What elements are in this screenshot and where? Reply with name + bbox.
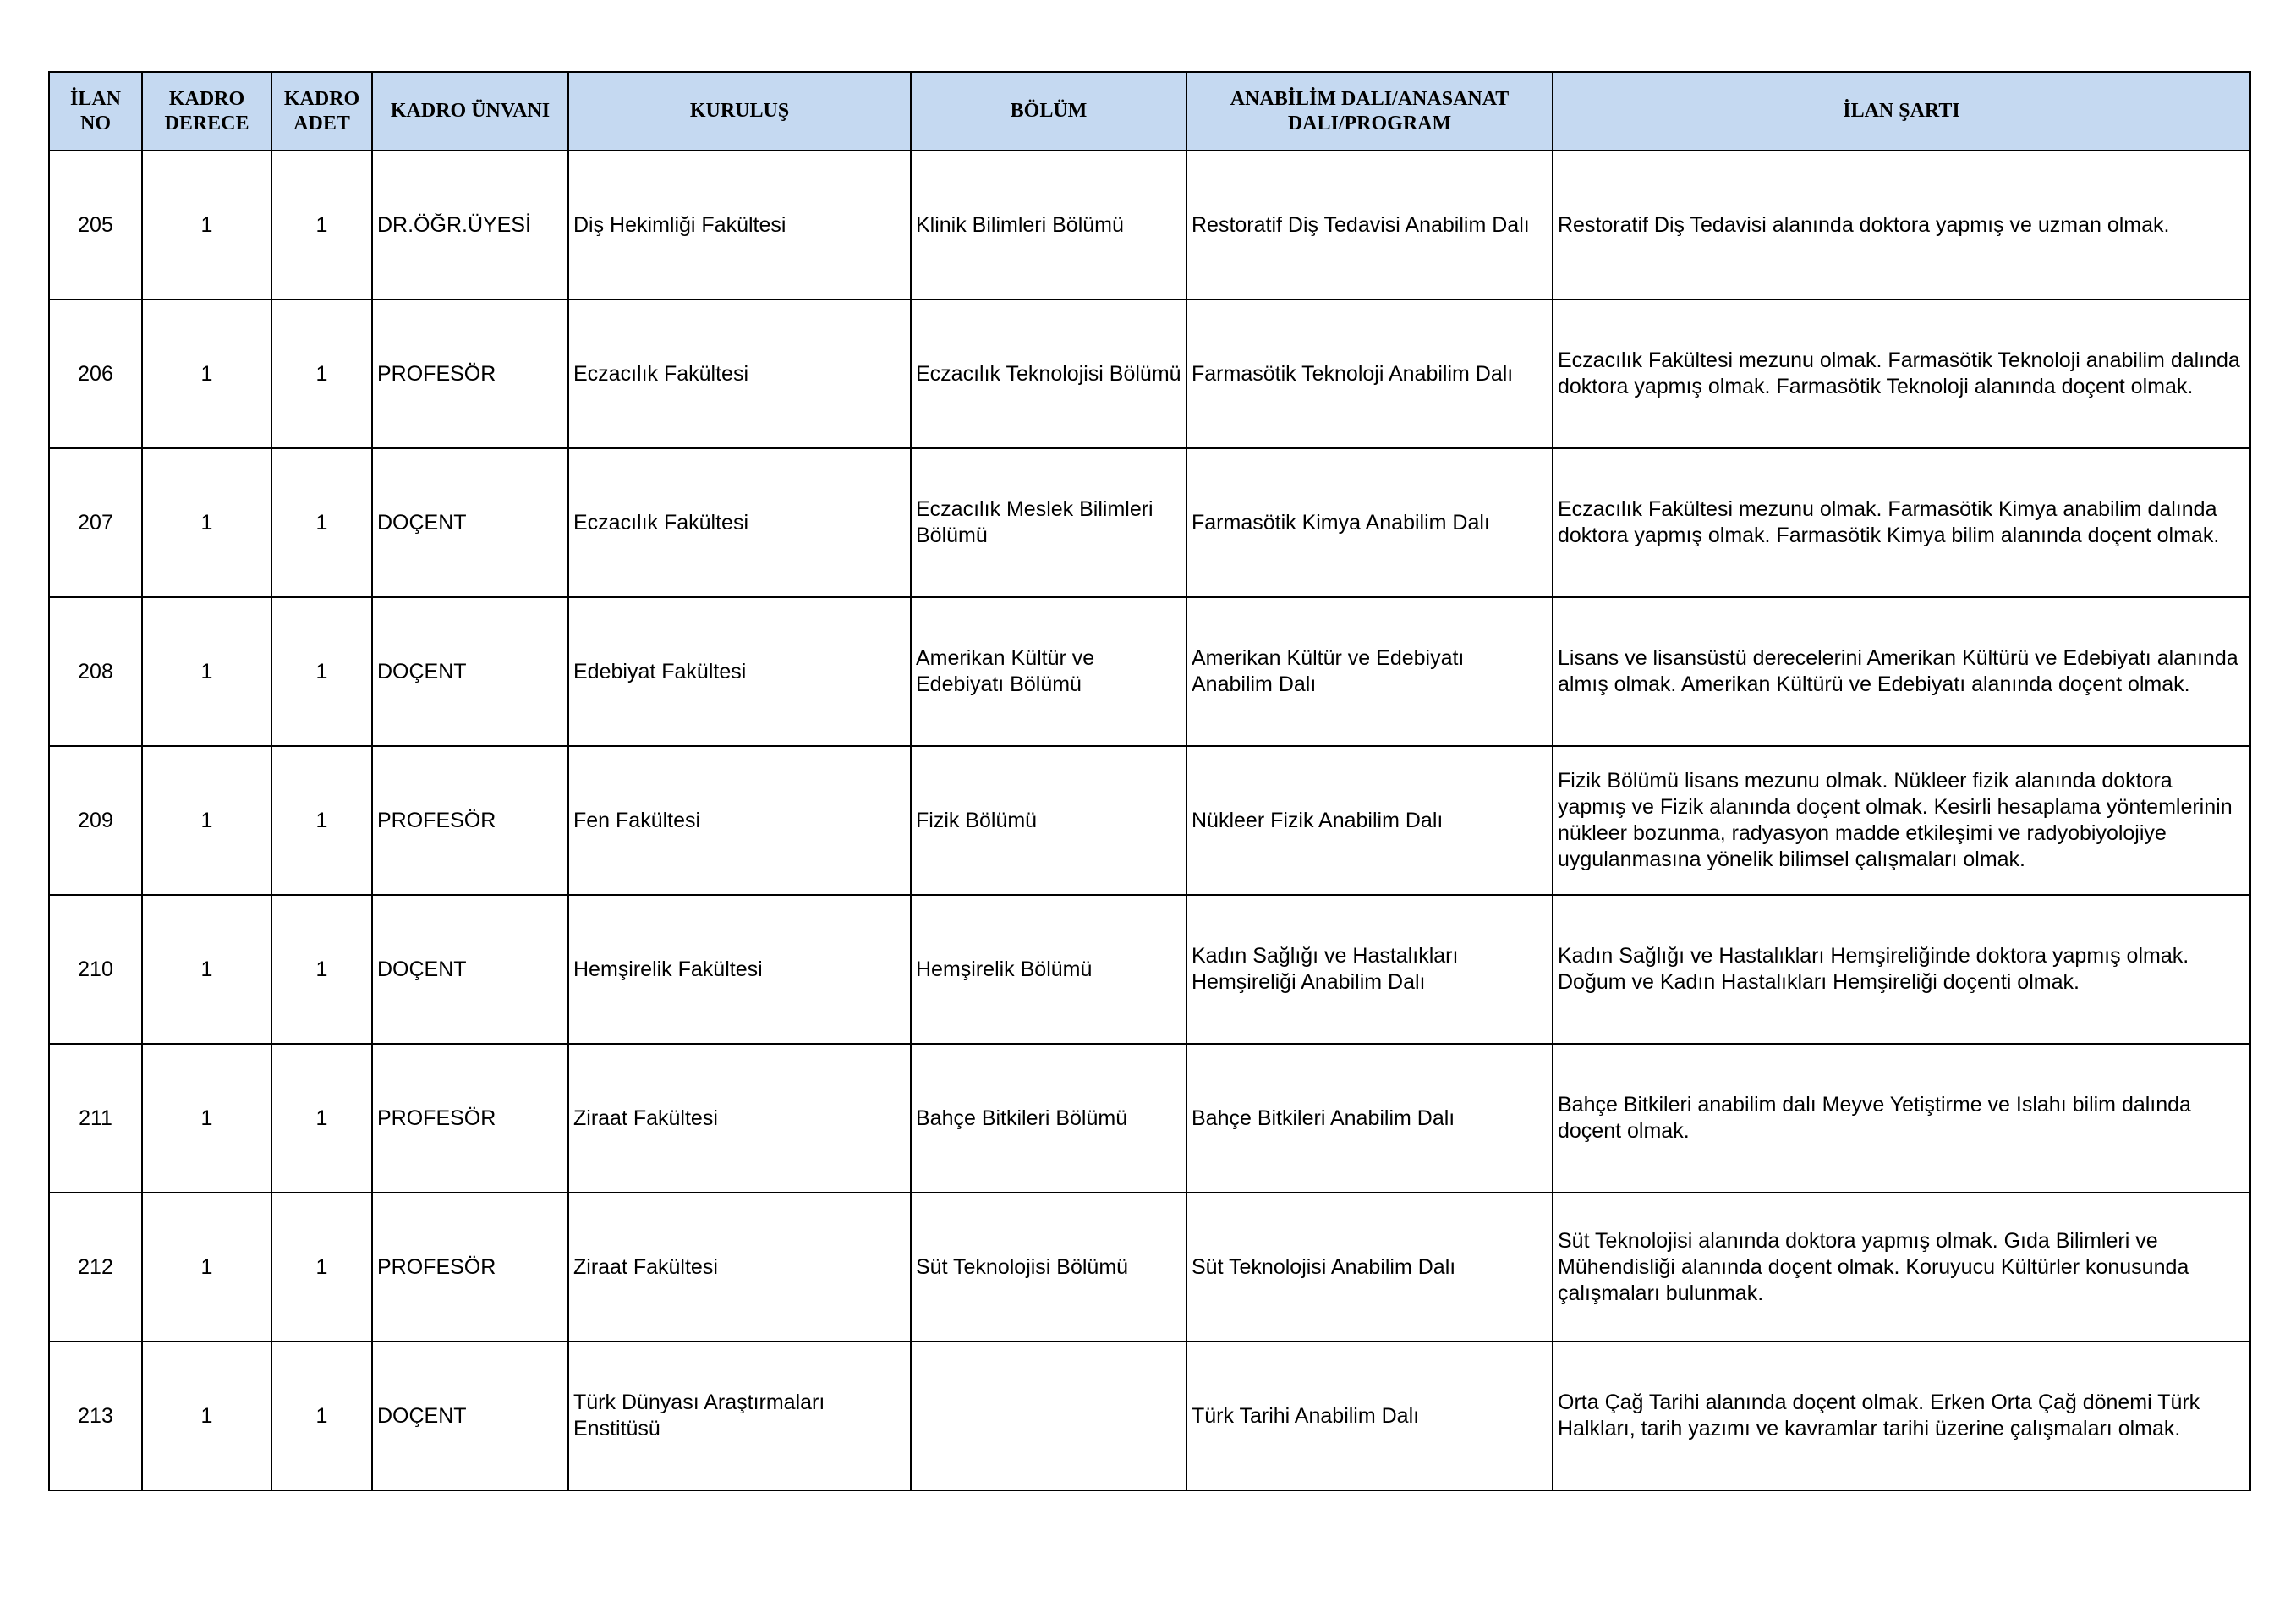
cell-unvan: DOÇENT	[372, 1341, 568, 1490]
cell-sart: Kadın Sağlığı ve Hastalıkları Hemşireliğinde doktora yapmış olmak. Doğum ve Kadın Hastalıkları Hemşireliği doçenti olmak.	[1553, 895, 2250, 1044]
cell-sart: Eczacılık Fakültesi mezunu olmak. Farmasötik Teknoloji anabilim dalında doktora yapmış olmak. Farmasötik Teknoloji alanında doçent olmak.	[1553, 299, 2250, 448]
cell-bolum: Amerikan Kültür ve Edebiyatı Bölümü	[911, 597, 1186, 746]
cell-adet: 1	[271, 746, 372, 895]
cell-derece: 1	[142, 1044, 271, 1193]
cell-kurulus: Ziraat Fakültesi	[568, 1044, 911, 1193]
cell-kurulus: Edebiyat Fakültesi	[568, 597, 911, 746]
cell-unvan: PROFESÖR	[372, 1193, 568, 1341]
cell-derece: 1	[142, 1193, 271, 1341]
cell-sart: Restoratif Diş Tedavisi alanında doktora yapmış ve uzman olmak.	[1553, 151, 2250, 299]
table-row	[49, 1044, 2250, 1193]
table-header	[49, 72, 2250, 151]
cell-adet: 1	[271, 1044, 372, 1193]
cell-sart: Lisans ve lisansüstü derecelerini Amerikan Kültürü ve Edebiyatı alanında almış olmak. Amerikan Kültürü ve Edebiyatı alanında doçent olmak.	[1553, 597, 2250, 746]
cell-sart: Orta Çağ Tarihi alanında doçent olmak. Erken Orta Çağ dönemi Türk Halkları, tarih yazımı ve kavramlar tarihi üzerine çalışmaları olmak.	[1553, 1341, 2250, 1490]
header-kadro-derece: KADRO DERECE	[142, 72, 271, 151]
cell-ilan-no: 212	[49, 1193, 142, 1341]
cell-kurulus: Hemşirelik Fakültesi	[568, 895, 911, 1044]
cell-derece: 1	[142, 151, 271, 299]
cell-adet: 1	[271, 299, 372, 448]
cell-anabilim: Farmasötik Teknoloji Anabilim Dalı	[1186, 299, 1553, 448]
cell-derece: 1	[142, 1341, 271, 1490]
cell-kurulus: Eczacılık Fakültesi	[568, 448, 911, 597]
cell-ilan-no: 207	[49, 448, 142, 597]
header-ilan-sarti: İLAN ŞARTI	[1553, 72, 2250, 151]
cell-anabilim: Nükleer Fizik Anabilim Dalı	[1186, 746, 1553, 895]
table-row	[49, 597, 2250, 746]
table-row	[49, 1193, 2250, 1341]
cell-kurulus: Türk Dünyası Araştırmaları Enstitüsü	[568, 1341, 911, 1490]
cell-ilan-no: 213	[49, 1341, 142, 1490]
header-ilan-no: İLAN NO	[49, 72, 142, 151]
cell-bolum: Fizik Bölümü	[911, 746, 1186, 895]
table-row	[49, 895, 2250, 1044]
cell-unvan: DOÇENT	[372, 895, 568, 1044]
cell-adet: 1	[271, 895, 372, 1044]
cell-unvan: PROFESÖR	[372, 1044, 568, 1193]
cell-bolum: Süt Teknolojisi Bölümü	[911, 1193, 1186, 1341]
table-row	[49, 299, 2250, 448]
cell-sart: Bahçe Bitkileri anabilim dalı Meyve Yetiştirme ve Islahı bilim dalında doçent olmak.	[1553, 1044, 2250, 1193]
cell-bolum: Bahçe Bitkileri Bölümü	[911, 1044, 1186, 1193]
cell-adet: 1	[271, 1193, 372, 1341]
cell-unvan: DOÇENT	[372, 597, 568, 746]
cell-kurulus: Diş Hekimliği Fakültesi	[568, 151, 911, 299]
cell-anabilim: Restoratif Diş Tedavisi Anabilim Dalı	[1186, 151, 1553, 299]
cell-sart: Fizik Bölümü lisans mezunu olmak. Nükleer fizik alanında doktora yapmış ve Fizik alanında doçent olmak. Kesirli hesaplama yöntemlerinin nükleer bozunma, radyasyon madde etkileşimi ve radyobiyolojiye uygulanmasına yönelik bilimsel çalışmaları olmak.	[1553, 746, 2250, 895]
cell-ilan-no: 209	[49, 746, 142, 895]
cell-adet: 1	[271, 1341, 372, 1490]
cell-unvan: PROFESÖR	[372, 299, 568, 448]
cell-ilan-no: 210	[49, 895, 142, 1044]
cell-anabilim: Bahçe Bitkileri Anabilim Dalı	[1186, 1044, 1553, 1193]
cell-derece: 1	[142, 597, 271, 746]
cell-bolum: Eczacılık Meslek Bilimleri Bölümü	[911, 448, 1186, 597]
table-row	[49, 151, 2250, 299]
cell-bolum: Klinik Bilimleri Bölümü	[911, 151, 1186, 299]
cell-sart: Eczacılık Fakültesi mezunu olmak. Farmasötik Kimya anabilim dalında doktora yapmış olmak. Farmasötik Kimya bilim alanında doçent olmak.	[1553, 448, 2250, 597]
header-kadro-unvani: KADRO ÜNVANI	[372, 72, 568, 151]
cell-anabilim: Süt Teknolojisi Anabilim Dalı	[1186, 1193, 1553, 1341]
cell-derece: 1	[142, 299, 271, 448]
cell-unvan: DOÇENT	[372, 448, 568, 597]
header-bolum: BÖLÜM	[911, 72, 1186, 151]
cell-adet: 1	[271, 597, 372, 746]
cell-ilan-no: 211	[49, 1044, 142, 1193]
table-row	[49, 746, 2250, 895]
cell-adet: 1	[271, 448, 372, 597]
cell-anabilim: Farmasötik Kimya Anabilim Dalı	[1186, 448, 1553, 597]
cell-kurulus: Ziraat Fakültesi	[568, 1193, 911, 1341]
cell-derece: 1	[142, 895, 271, 1044]
cell-unvan: PROFESÖR	[372, 746, 568, 895]
cell-bolum	[911, 1341, 1186, 1490]
header-anabilim-dali: ANABİLİM DALI/ANASANAT DALI/PROGRAM	[1186, 72, 1553, 151]
cell-bolum: Hemşirelik Bölümü	[911, 895, 1186, 1044]
cell-anabilim: Türk Tarihi Anabilim Dalı	[1186, 1341, 1553, 1490]
cell-anabilim: Kadın Sağlığı ve Hastalıkları Hemşireliği Anabilim Dalı	[1186, 895, 1553, 1044]
cell-derece: 1	[142, 746, 271, 895]
cell-ilan-no: 208	[49, 597, 142, 746]
cell-unvan: DR.ÖĞR.ÜYESİ	[372, 151, 568, 299]
table-row	[49, 448, 2250, 597]
cell-sart: Süt Teknolojisi alanında doktora yapmış olmak. Gıda Bilimleri ve Mühendisliği alanında doçent olmak. Koruyucu Kültürler konusunda çalışmaları bulunmak.	[1553, 1193, 2250, 1341]
table-body	[49, 151, 2250, 1490]
cell-adet: 1	[271, 151, 372, 299]
position-listing-table	[48, 71, 2251, 1491]
cell-anabilim: Amerikan Kültür ve Edebiyatı Anabilim Dalı	[1186, 597, 1553, 746]
cell-bolum: Eczacılık Teknolojisi Bölümü	[911, 299, 1186, 448]
cell-kurulus: Eczacılık Fakültesi	[568, 299, 911, 448]
header-kurulus: KURULUŞ	[568, 72, 911, 151]
header-row	[49, 72, 2250, 151]
table-row	[49, 1341, 2250, 1490]
header-kadro-adet: KADRO ADET	[271, 72, 372, 151]
cell-derece: 1	[142, 448, 271, 597]
cell-ilan-no: 206	[49, 299, 142, 448]
cell-kurulus: Fen Fakültesi	[568, 746, 911, 895]
cell-ilan-no: 205	[49, 151, 142, 299]
